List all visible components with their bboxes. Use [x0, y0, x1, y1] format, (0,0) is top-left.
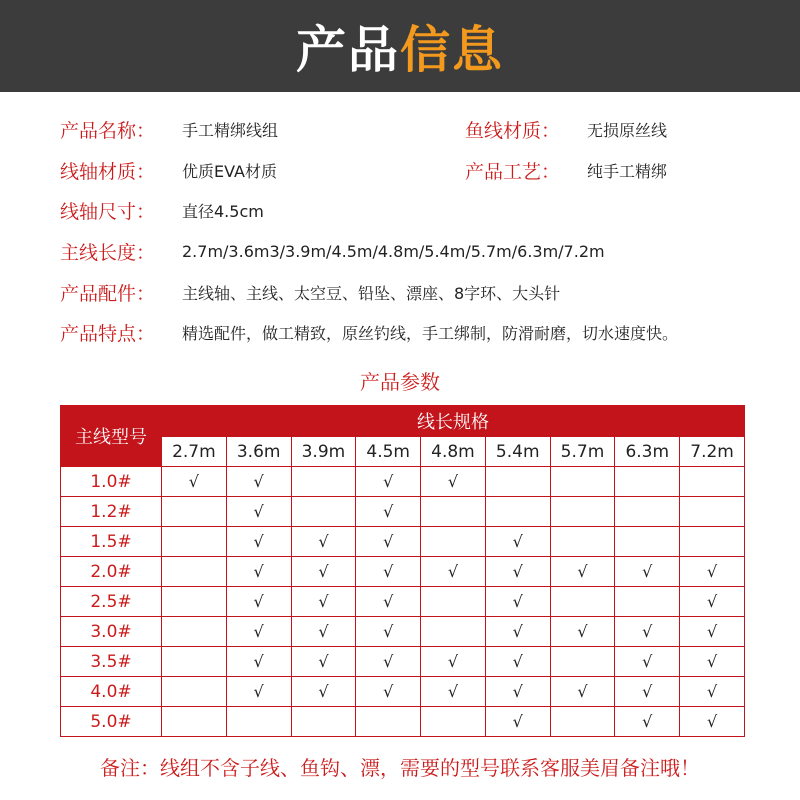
availability-cell: √ — [291, 527, 356, 557]
params-header-row — [61, 406, 745, 437]
availability-cell — [162, 647, 227, 677]
availability-cell — [162, 557, 227, 587]
info-row-spool-material — [60, 155, 277, 185]
accessories-value: 主线轴、主线、太空豆、铅坠、漂座、8字环、大头针 — [182, 283, 561, 303]
params-title: 产品参数 — [360, 370, 440, 394]
info-row-product-name — [60, 114, 278, 144]
model-cell: 5.0# — [61, 707, 162, 737]
params-table — [60, 405, 745, 737]
availability-cell: √ — [291, 617, 356, 647]
model-cell: 3.5# — [61, 647, 162, 677]
line-material-value: 无损原丝线 — [587, 120, 668, 140]
availability-cell: √ — [226, 677, 291, 707]
spool-size-label: 线轴尺寸： — [60, 200, 156, 223]
availability-cell: √ — [356, 587, 421, 617]
params-body — [61, 467, 745, 737]
table-row — [61, 677, 745, 707]
availability-cell — [162, 587, 227, 617]
availability-cell: √ — [615, 707, 680, 737]
availability-cell: √ — [550, 617, 615, 647]
info-row-craft — [465, 155, 667, 185]
model-cell: 4.0# — [61, 677, 162, 707]
availability-cell: √ — [162, 467, 227, 497]
corner-label: 主线型号 — [61, 406, 162, 467]
availability-cell: √ — [356, 497, 421, 527]
availability-cell: √ — [226, 557, 291, 587]
main-length-label: 主线长度： — [60, 241, 156, 264]
availability-cell: √ — [226, 527, 291, 557]
availability-cell: √ — [356, 467, 421, 497]
availability-cell: √ — [485, 527, 550, 557]
availability-cell — [550, 587, 615, 617]
length-header-cell: 5.7m — [550, 437, 615, 467]
table-row — [61, 647, 745, 677]
info-row-main-length — [60, 236, 605, 266]
availability-cell: √ — [421, 647, 486, 677]
table-row — [61, 587, 745, 617]
availability-cell — [485, 467, 550, 497]
group-label: 线长规格 — [162, 406, 745, 437]
availability-cell — [615, 587, 680, 617]
availability-cell — [421, 617, 486, 647]
availability-cell: √ — [615, 677, 680, 707]
availability-cell — [615, 467, 680, 497]
availability-cell: √ — [615, 617, 680, 647]
availability-cell — [421, 587, 486, 617]
availability-cell — [356, 707, 421, 737]
availability-cell: √ — [615, 647, 680, 677]
availability-cell — [550, 497, 615, 527]
table-row — [61, 707, 745, 737]
availability-cell: √ — [356, 527, 421, 557]
availability-cell: √ — [485, 707, 550, 737]
availability-cell: √ — [356, 677, 421, 707]
availability-cell — [162, 497, 227, 527]
model-cell: 3.0# — [61, 617, 162, 647]
availability-cell: √ — [485, 677, 550, 707]
spool-material-label: 线轴材质： — [60, 160, 156, 183]
table-row — [61, 617, 745, 647]
length-header-cell: 4.8m — [421, 437, 486, 467]
length-header-row — [61, 437, 745, 467]
model-cell: 1.0# — [61, 467, 162, 497]
availability-cell: √ — [485, 557, 550, 587]
spool-size-value: 直径4.5cm — [182, 201, 264, 221]
length-header-cell: 4.5m — [356, 437, 421, 467]
availability-cell — [291, 707, 356, 737]
availability-cell — [226, 707, 291, 737]
availability-cell: √ — [550, 557, 615, 587]
availability-cell: √ — [680, 557, 745, 587]
header-banner — [0, 0, 800, 92]
header-title-orange: 信息 — [400, 21, 504, 79]
availability-cell — [162, 707, 227, 737]
craft-value: 纯手工精绑 — [587, 161, 668, 181]
header-title-white: 产品 — [296, 21, 400, 79]
availability-cell: √ — [356, 617, 421, 647]
availability-cell: √ — [485, 647, 550, 677]
model-cell: 2.0# — [61, 557, 162, 587]
availability-cell: √ — [226, 647, 291, 677]
craft-label: 产品工艺： — [465, 160, 561, 183]
length-header-cell: 5.4m — [485, 437, 550, 467]
accessories-label: 产品配件： — [60, 282, 156, 305]
availability-cell: √ — [680, 617, 745, 647]
availability-cell: √ — [680, 707, 745, 737]
availability-cell: √ — [291, 647, 356, 677]
table-row — [61, 467, 745, 497]
availability-cell: √ — [226, 587, 291, 617]
length-header-cell: 3.6m — [226, 437, 291, 467]
model-cell: 2.5# — [61, 587, 162, 617]
availability-cell — [680, 497, 745, 527]
availability-cell: √ — [615, 557, 680, 587]
features-value: 精选配件，做工精致，原丝钓线，手工绑制，防滑耐磨，切水速度快。 — [182, 323, 679, 343]
availability-cell — [550, 707, 615, 737]
product-name-label: 产品名称： — [60, 119, 156, 142]
availability-cell: √ — [485, 587, 550, 617]
availability-cell: √ — [485, 617, 550, 647]
line-material-label: 鱼线材质： — [465, 119, 561, 142]
availability-cell: √ — [421, 677, 486, 707]
spool-material-value: 优质EVA材质 — [182, 161, 277, 181]
availability-cell: √ — [226, 467, 291, 497]
availability-cell: √ — [680, 587, 745, 617]
availability-cell — [550, 647, 615, 677]
length-header-cell: 7.2m — [680, 437, 745, 467]
availability-cell — [550, 467, 615, 497]
availability-cell — [162, 527, 227, 557]
availability-cell: √ — [421, 557, 486, 587]
main-length-value: 2.7m/3.6m3/3.9m/4.5m/4.8m/5.4m/5.7m/6.3m/7.2m — [182, 241, 605, 261]
table-row — [61, 527, 745, 557]
availability-cell — [615, 527, 680, 557]
availability-cell: √ — [291, 587, 356, 617]
table-row — [61, 557, 745, 587]
length-header-cell: 6.3m — [615, 437, 680, 467]
length-header-cell: 3.9m — [291, 437, 356, 467]
table-row — [61, 497, 745, 527]
availability-cell: √ — [680, 677, 745, 707]
availability-cell — [421, 497, 486, 527]
availability-cell — [550, 527, 615, 557]
info-row-spool-size — [60, 195, 264, 225]
availability-cell — [162, 617, 227, 647]
availability-cell: √ — [356, 647, 421, 677]
availability-cell: √ — [680, 647, 745, 677]
product-name-value: 手工精绑线组 — [182, 120, 279, 140]
availability-cell: √ — [550, 677, 615, 707]
availability-cell: √ — [226, 497, 291, 527]
availability-cell — [680, 527, 745, 557]
availability-cell: √ — [291, 677, 356, 707]
availability-cell — [615, 497, 680, 527]
info-row-line-material — [465, 114, 667, 144]
model-cell: 1.5# — [61, 527, 162, 557]
availability-cell — [485, 497, 550, 527]
availability-cell — [291, 467, 356, 497]
availability-cell: √ — [291, 557, 356, 587]
availability-cell — [421, 707, 486, 737]
info-row-features — [60, 317, 678, 347]
model-cell: 1.2# — [61, 497, 162, 527]
availability-cell: √ — [421, 467, 486, 497]
availability-cell: √ — [356, 557, 421, 587]
availability-cell — [291, 497, 356, 527]
availability-cell — [421, 527, 486, 557]
note-text: 备注：线组不含子线、鱼钩、漂，需要的型号联系客服美眉备注哦！ — [100, 756, 700, 780]
availability-cell — [162, 677, 227, 707]
info-row-accessories — [60, 277, 560, 307]
availability-cell — [680, 467, 745, 497]
features-label: 产品特点： — [60, 322, 156, 345]
length-header-cell: 2.7m — [162, 437, 227, 467]
availability-cell: √ — [226, 617, 291, 647]
